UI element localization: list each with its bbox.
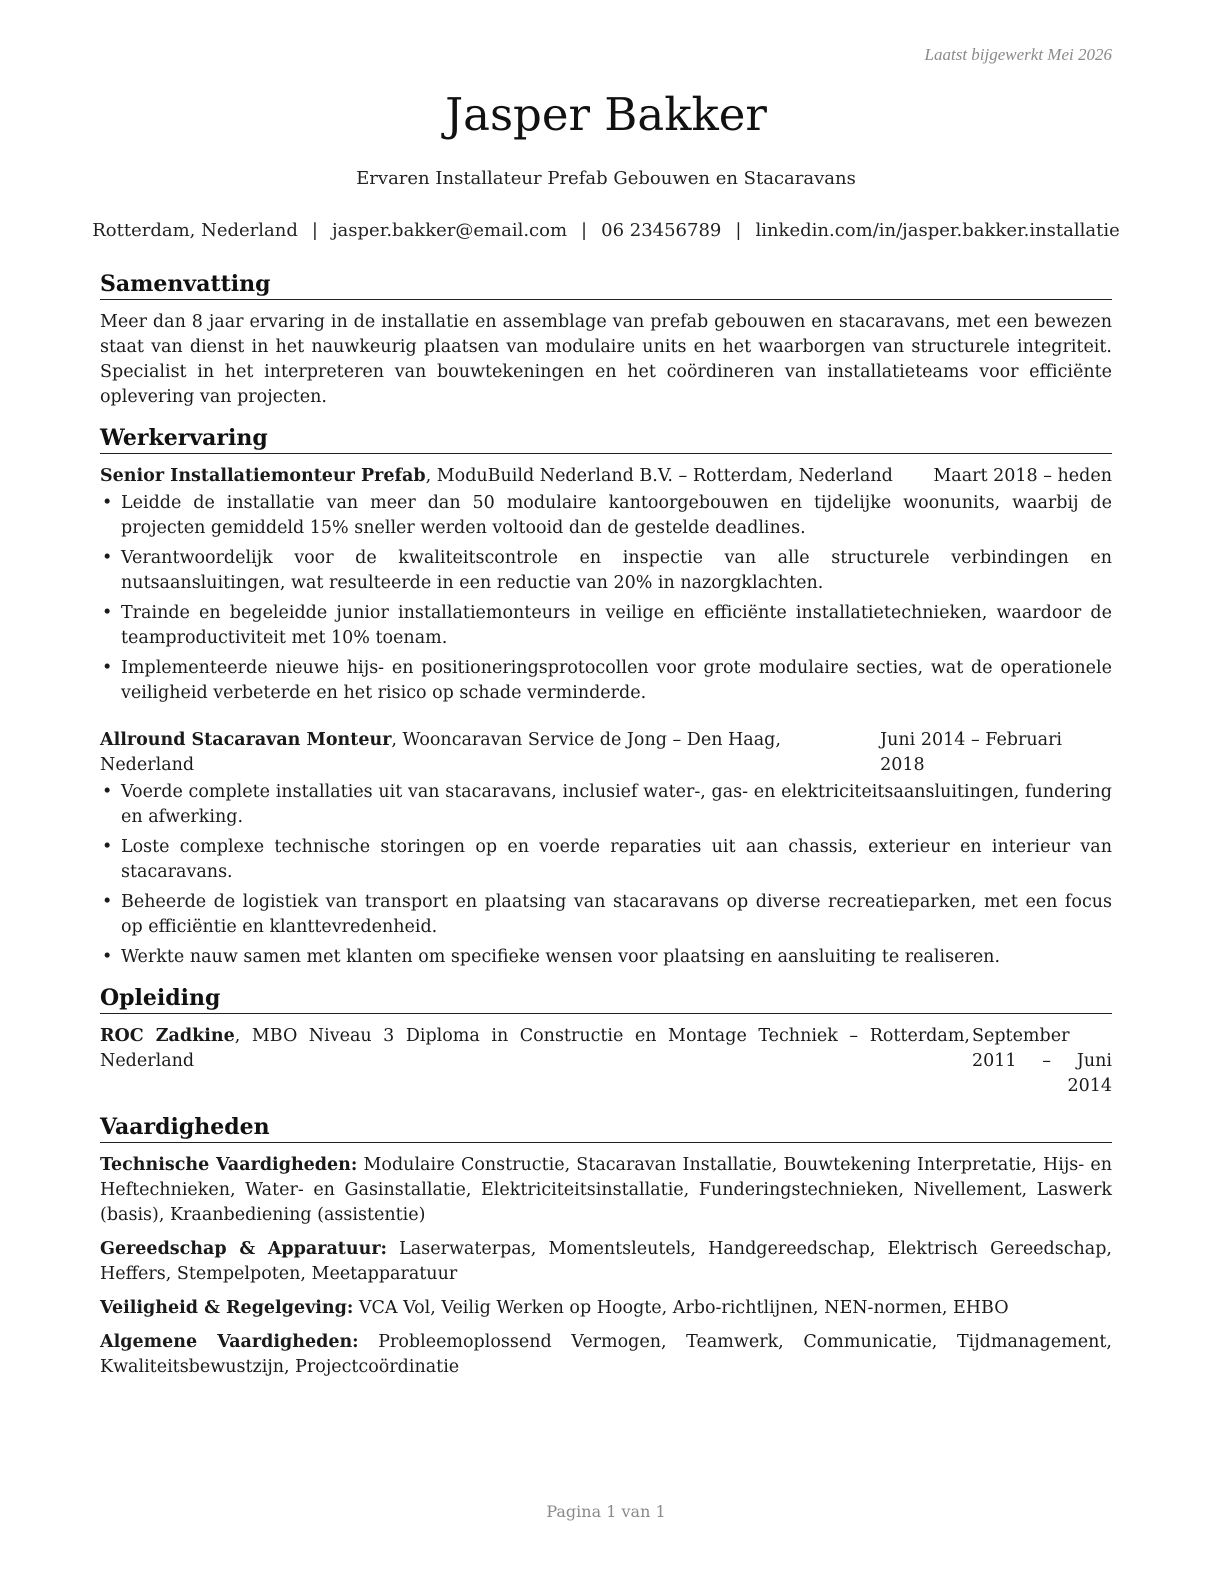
job-bullet: • Werkte nauw samen met klanten om specifieke wensen voor plaatsing en aansluiting te realiseren.: [100, 945, 1112, 970]
job-company: , Wooncaravan Service de Jong – Den Haag, Nederland: [100, 730, 781, 775]
job-role-company: [100, 728, 880, 778]
job-role: Senior Installatiemonteur Prefab: [100, 466, 426, 486]
education-school: ROC Zadkine: [100, 1026, 235, 1046]
skill-label: Algemene Vaardigheden:: [100, 1332, 359, 1352]
skill-item: [100, 1296, 1112, 1321]
job-header: [100, 728, 1112, 778]
contact-linkedin[interactable]: linkedin.com/in/jasper.bakker.installatie: [755, 220, 1120, 241]
job-bullet: • Implementeerde nieuwe hijs- en positioneringsprotocollen voor grote modulaire secties, wat de operationele veiligheid verbeterde en het risico op schade verminderde.: [100, 656, 1112, 706]
contact-location: Rotterdam, Nederland: [92, 220, 298, 241]
education-heading: Opleiding: [100, 984, 1112, 1014]
skills-heading: Vaardigheden: [100, 1113, 1112, 1143]
contact-email[interactable]: jasper.bakker@email.com: [331, 220, 568, 241]
job-bullet: • Loste complexe technische storingen op en voerde reparaties uit aan chassis, exterieur en interieur van stacaravans.: [100, 835, 1112, 885]
skill-label: Gereedschap & Apparatuur:: [100, 1239, 387, 1259]
skill-item: [100, 1330, 1112, 1380]
job-bullets: [100, 491, 1112, 706]
job-bullet: • Voerde complete installaties uit van stacaravans, inclusief water-, gas- en elektriciteitsaansluitingen, fundering en afwerking.: [100, 780, 1112, 830]
summary-heading: Samenvatting: [100, 270, 1112, 300]
job-period: Juni 2014 – Februari 2018: [880, 730, 1063, 775]
education-detail: [100, 1024, 970, 1099]
education-program: , MBO Niveau 3 Diploma in Constructie en Montage Techniek – Rotterdam, Nederland: [100, 1026, 970, 1071]
experience-heading: Werkervaring: [100, 424, 1112, 454]
skill-text: Probleemoplossend Vermogen, Teamwerk, Communicatie, Tijdmanagement, Kwaliteitsbewustzijn, Projectcoördinatie: [100, 1332, 1112, 1377]
contact-line: [0, 220, 1212, 241]
page-number: Pagina 1 van 1: [546, 1502, 666, 1521]
resume-content: [100, 270, 1112, 1389]
contact-separator: |: [581, 220, 588, 241]
contact-phone: 06 23456789: [601, 220, 722, 241]
education-entry: [100, 1024, 1112, 1099]
candidate-name: Jasper Bakker: [445, 88, 767, 141]
skill-text: Modulaire Constructie, Stacaravan Installatie, Bouwtekening Interpretatie, Hijs- en Heftechnieken, Water- en Gasinstallatie, Elektriciteitsinstallatie, Funderingstechnieken, Nivellement, Laswerk (basis), Kraanbediening (assistentie): [100, 1155, 1112, 1225]
last-updated: Laatst bijgewerkt Mei 2026: [924, 45, 1112, 64]
education-period: September 2011 – Juni 2014: [972, 1026, 1112, 1096]
skill-label: Veiligheid & Regelgeving:: [100, 1298, 354, 1318]
job-title: Ervaren Installateur Prefab Gebouwen en Stacaravans: [356, 168, 856, 189]
job-period: Maart 2018 – heden: [933, 466, 1112, 486]
skill-item: [100, 1153, 1112, 1228]
job-bullet: • Beheerde de logistiek van transport en plaatsing van stacaravans op diverse recreatieparken, met een focus op efficiëntie en klanttevredenheid.: [100, 890, 1112, 940]
contact-separator: |: [311, 220, 318, 241]
contact-separator: |: [735, 220, 742, 241]
skill-item: [100, 1237, 1112, 1287]
job-role-company: [100, 464, 893, 489]
job-bullet: • Leidde de installatie van meer dan 50 modulaire kantoorgebouwen en tijdelijke woonunits, waarbij de projecten gemiddeld 15% sneller werden voltooid dan de gestelde deadlines.: [100, 491, 1112, 541]
skill-label: Technische Vaardigheden:: [100, 1155, 358, 1175]
job-bullet: • Trainde en begeleidde junior installatiemonteurs in veilige en efficiënte installatietechnieken, waardoor de teamproductiviteit met 10% toenam.: [100, 601, 1112, 651]
skill-text: VCA Vol, Veilig Werken op Hoogte, Arbo-richtlijnen, NEN-normen, EHBO: [353, 1298, 1009, 1318]
skill-text: Laserwaterpas, Momentsleutels, Handgereedschap, Elektrisch Gereedschap, Heffers, Stempelpoten, Meetapparatuur: [100, 1239, 1112, 1284]
job-bullets: [100, 780, 1112, 970]
job-role: Allround Stacaravan Monteur: [100, 730, 392, 750]
job-company: , ModuBuild Nederland B.V. – Rotterdam, Nederland: [425, 466, 893, 486]
job-bullet: • Verantwoordelijk voor de kwaliteitscontrole en inspectie van alle structurele verbindingen en nutsaansluitingen, wat resulteerde in een reductie van 20% in nazorgklachten.: [100, 546, 1112, 596]
job-header: [100, 464, 1112, 489]
summary-text: Meer dan 8 jaar ervaring in de installatie en assemblage van prefab gebouwen en stacaravans, met een bewezen staat van dienst in het nauwkeurig plaatsen van modulaire units en het waarborgen van structurele integriteit. Specialist in het interpreteren van bouwtekeningen en het coördineren van installatieteams voor efficiënte oplevering van projecten.: [100, 312, 1112, 407]
